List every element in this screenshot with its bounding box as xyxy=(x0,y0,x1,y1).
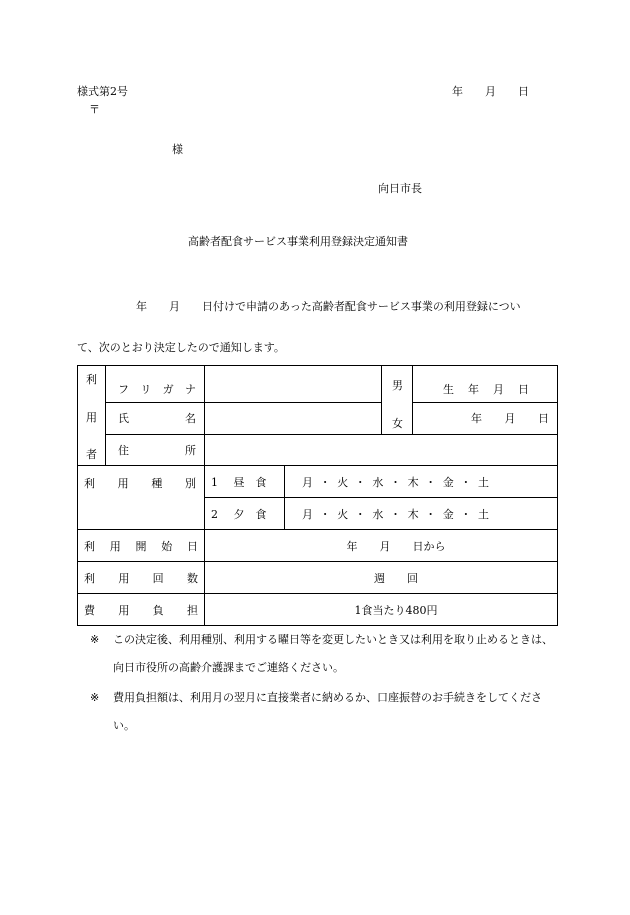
gender-female: 女 xyxy=(392,417,403,430)
gender-male: 男 xyxy=(392,379,403,392)
postal-mark: 〒 xyxy=(89,103,100,116)
user-char-1: 利 xyxy=(86,373,97,386)
cost-label: 費 用 負 担 xyxy=(78,594,205,626)
note-1-text: この決定後、利用種別、利用する曜日等を変更したいとき又は利用を取り止めるときは、向日市役所の高齢介護課までご連絡ください。 xyxy=(113,633,553,674)
note-2-mark: ※ xyxy=(90,691,100,704)
note-2-text: 費用負担額は、利用月の翌月に直接業者に納めるか、口座振替のお手続きをしてください。 xyxy=(113,691,542,732)
sender-name: 向日市長 xyxy=(378,182,422,195)
body-line-2: て、次のとおり決定したので通知します。 xyxy=(77,341,285,354)
dinner-days[interactable]: 月 ・ 火 ・ 水 ・ 木 ・ 金 ・ 土 xyxy=(285,498,558,530)
name-value-cell[interactable] xyxy=(205,366,382,435)
dinner-label: 2 夕 食 xyxy=(205,498,285,530)
recipient-suffix: 様 xyxy=(172,143,183,156)
cost-value: 1食当たり480円 xyxy=(205,594,558,626)
form-number: 様式第2号 xyxy=(77,85,128,98)
user-char-2: 用 xyxy=(86,411,97,424)
address-label: 住 所 xyxy=(106,435,205,466)
lunch-label: 1 昼 食 xyxy=(205,466,285,498)
usage-count-value[interactable]: 週 回 xyxy=(205,562,558,594)
note-1 xyxy=(90,626,560,686)
note-1-mark: ※ xyxy=(90,633,100,646)
birth-date-value[interactable]: 年 月 日 xyxy=(413,402,558,434)
name-label: 氏 名 xyxy=(106,402,205,434)
issue-date: 年 月 日 xyxy=(452,85,529,98)
gender-cell[interactable] xyxy=(382,366,413,435)
usage-count-label: 利 用 回 数 xyxy=(78,562,205,594)
user-char-3: 者 xyxy=(86,448,97,461)
document-title: 高齢者配食サービス事業利用登録決定通知書 xyxy=(188,235,408,248)
usage-type-label: 利 用 種 別 xyxy=(78,466,205,530)
address-value[interactable] xyxy=(205,435,558,466)
lunch-days[interactable]: 月 ・ 火 ・ 水 ・ 木 ・ 金 ・ 土 xyxy=(285,466,558,498)
furigana-label: フ リ ガ ナ xyxy=(106,366,205,403)
user-label-cell xyxy=(78,366,106,466)
start-date-value[interactable]: 年 月 日から xyxy=(205,530,558,562)
note-2 xyxy=(90,684,560,744)
start-date-label: 利 用 開 始 日 xyxy=(78,530,205,562)
registration-table xyxy=(77,365,558,626)
body-line-1: 年 月 日付けで申請のあった高齢者配食サービス事業の利用登録につい xyxy=(136,300,521,313)
birth-label: 生 年 月 日 xyxy=(413,366,558,403)
